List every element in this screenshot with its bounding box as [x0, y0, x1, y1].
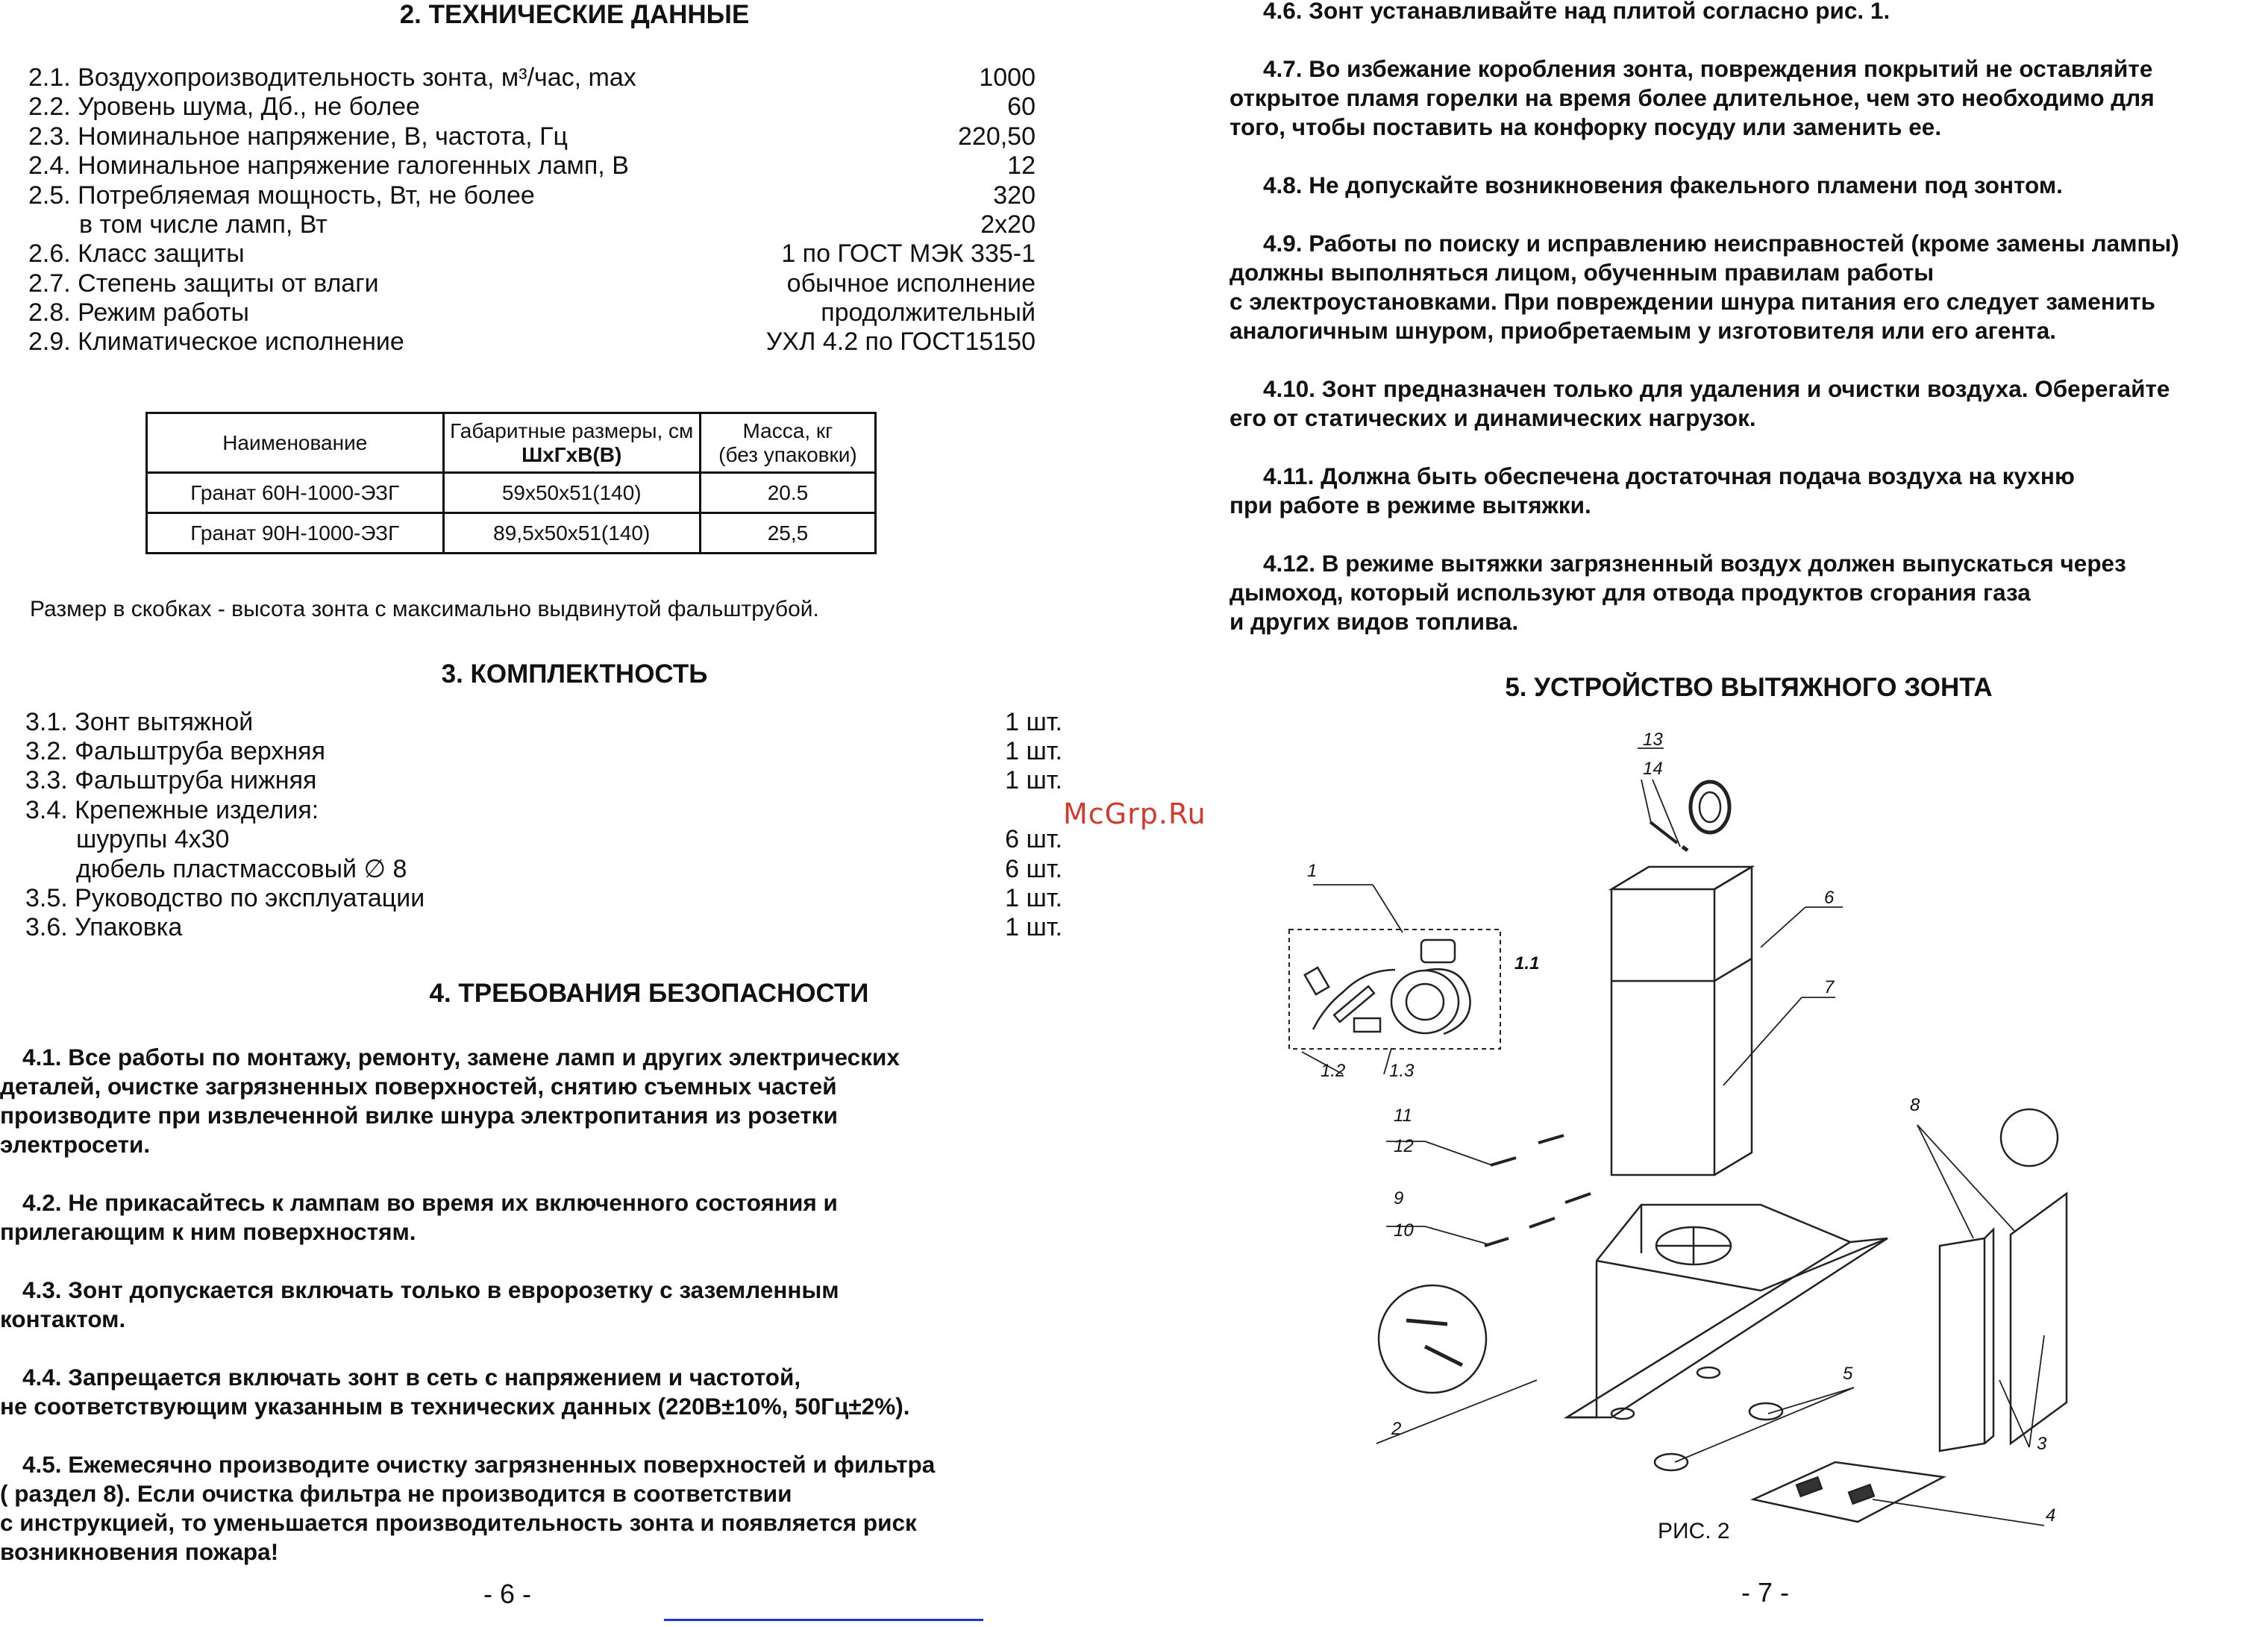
blower-motor-icon [1305, 940, 1470, 1034]
contents-value: 1 шт. [1005, 766, 1062, 794]
table-header-dims-sub: ШхГхВ(В) [521, 442, 622, 466]
tech-label: в том числе ламп, Вт [79, 210, 328, 239]
safety-4-4 [0, 1363, 909, 1421]
text-line: 4.9. Работы по поиску и исправлению неисправностей (кроме замены лампы) [1263, 230, 2179, 257]
label-8: 8 [1910, 1095, 1920, 1115]
tech-label: 2.2. Уровень шума, Дб., не более [28, 93, 420, 121]
table-cell-mass: 25,5 [700, 513, 875, 554]
tech-value: продолжительный [821, 298, 1036, 327]
text-line: аналогичным шнуром, приобретаемым у изготовителя или его агента. [1229, 317, 2057, 344]
text-line: 4.1. Все работы по монтажу, ремонту, замене ламп и других электрических [22, 1044, 900, 1070]
safety-4-12 [1229, 549, 2126, 636]
page-number-left: - 6 - [483, 1579, 532, 1609]
table-header-mass-label: Масса, кг [742, 418, 833, 442]
tech-row [28, 92, 1036, 122]
tech-label: 2.5. Потребляемая мощность, Вт, не более [28, 181, 535, 210]
safety-4-11 [1229, 462, 2075, 520]
label-1-2: 1.2 [1321, 1061, 1346, 1081]
contents-row [25, 883, 1062, 913]
contents-label: 3.1. Зонт вытяжной [25, 708, 254, 736]
table-row [147, 473, 876, 513]
text-line: того, чтобы поставить на конфорку посуду или заменить ее. [1229, 113, 1942, 140]
tech-label: 2.1. Воздухопроизводительность зонта, м³/час, max [28, 63, 636, 92]
label-4: 4 [2046, 1505, 2056, 1526]
label-13: 13 [1643, 730, 1663, 750]
safety-4-5 [0, 1450, 935, 1567]
table-cell-name: Гранат 60Н-1000-ЭЗГ [147, 473, 444, 513]
tech-row [28, 298, 1036, 327]
side-panels [1940, 1109, 2067, 1451]
contents-label: 3.3. Фальштруба нижняя [25, 766, 317, 794]
tech-label: 2.4. Номинальное напряжение галогенных ламп, В [28, 151, 629, 180]
page-number-right: - 7 - [1741, 1577, 1790, 1608]
table-cell-dims: 89,5х50х51(140) [443, 513, 700, 554]
tech-row [28, 327, 1036, 357]
table-header-name: Наименование [147, 413, 444, 473]
safety-4-7 [1229, 54, 2155, 142]
label-1: 1 [1307, 861, 1318, 881]
lamps [1655, 1403, 1782, 1470]
contents-row [25, 795, 1062, 825]
label-14: 14 [1643, 759, 1663, 779]
safety-4-1 [0, 1043, 900, 1159]
label-9: 9 [1394, 1188, 1404, 1209]
label-10: 10 [1394, 1220, 1414, 1241]
tech-label: 2.6. Класс защиты [28, 239, 245, 268]
text-line: производите при извлеченной вилке шнура электропитания из розетки [0, 1102, 838, 1129]
watermark: McGrp.Ru [1063, 797, 1206, 830]
contents-label: 3.5. Руководство по эксплуатации [25, 884, 425, 912]
contents-label: дюбель пластмассовый ∅ 8 [76, 855, 407, 883]
tech-row [28, 63, 1036, 93]
contents-row [25, 736, 1062, 766]
safety-4-6 [1229, 0, 1890, 25]
text-line: 4.8. Не допускайте возникновения факельного пламени под зонтом. [1263, 172, 2063, 198]
chimney-pipes [1611, 867, 1752, 1175]
table-row [147, 513, 876, 554]
text-line: открытое пламя горелки на время более длительное, чем это необходимо для [1229, 84, 2155, 111]
contents-row [76, 854, 1062, 884]
tech-label: 2.7. Степень защиты от влаги [28, 269, 379, 298]
table-header-mass [700, 413, 875, 473]
safety-4-8 [1229, 171, 2063, 200]
contents-value: 1 шт. [1005, 708, 1062, 736]
contents-value: 1 шт. [1005, 737, 1062, 765]
text-line: 4.10. Зонт предназначен только для удаления и очистки воздуха. Оберегайте [1263, 375, 2170, 402]
contents-row [25, 707, 1062, 737]
table-header-row [147, 413, 876, 473]
tech-value: 60 [1007, 93, 1036, 121]
text-line: 4.5. Ежемесячно производите очистку загрязненных поверхностей и фильтра [22, 1451, 936, 1478]
contents-label: 3.6. Упаковка [25, 913, 183, 941]
hood-body [1567, 1205, 1888, 1419]
section-3-title: 3. КОМПЛЕКТНОСТЬ [441, 659, 708, 689]
tech-label: 2.8. Режим работы [28, 298, 249, 327]
text-line: и других видов топлива. [1229, 608, 1519, 635]
contents-row [76, 824, 1062, 854]
label-5: 5 [1843, 1364, 1853, 1384]
tech-value: УХЛ 4.2 по ГОСТ15150 [765, 327, 1036, 356]
text-line: с электроустановками. При повреждении шнура питания его следует заменить [1229, 288, 2156, 315]
text-line: 4.12. В режиме вытяжки загрязненный воздух должен выпускаться через [1263, 550, 2126, 577]
label-7: 7 [1824, 977, 1835, 997]
text-line: 4.4. Запрещается включать зонт в сеть с напряжением и частотой, [22, 1364, 801, 1391]
label-11: 11 [1394, 1106, 1412, 1126]
label-1-3: 1.3 [1389, 1061, 1415, 1081]
contents-label: шурупы 4х30 [76, 825, 230, 853]
text-line: контактом. [0, 1305, 126, 1332]
contents-value: 1 шт. [1005, 913, 1062, 941]
text-line: его от статических и динамических нагрузок. [1229, 404, 1756, 431]
safety-4-3 [0, 1276, 839, 1334]
text-line: возникновения пожара! [0, 1538, 279, 1565]
grease-filter [1753, 1462, 1943, 1522]
text-line: с инструкцией, то уменьшается производительность зонта и появляется риск [0, 1509, 917, 1536]
dimensions-table [145, 412, 877, 554]
label-3: 3 [2037, 1434, 2047, 1454]
label-1-1: 1.1 [1514, 953, 1540, 974]
hood-exploded-diagram [1268, 724, 2268, 1559]
figure-caption: РИС. 2 [1658, 1519, 1730, 1543]
text-line: 4.3. Зонт допускается включать только в евророзетку с заземленным [22, 1276, 839, 1303]
tech-row [28, 269, 1036, 298]
contents-row [25, 765, 1062, 795]
tech-row [79, 210, 1036, 239]
label-2: 2 [1391, 1419, 1402, 1439]
tech-value: обычное исполнение [786, 269, 1036, 298]
text-line: электросети. [0, 1131, 151, 1158]
contents-label: 3.2. Фальштруба верхняя [25, 737, 325, 765]
screws [1485, 1135, 1591, 1246]
contents-value: 6 шт. [1005, 825, 1062, 853]
mounting-bracket [1650, 782, 1729, 850]
label-12: 12 [1394, 1136, 1414, 1156]
text-line: не соответствующим указанным в технических данных (220В±10%, 50Гц±2%). [0, 1393, 910, 1420]
contents-label: 3.4. Крепежные изделия: [25, 796, 319, 824]
contents-value: 6 шт. [1005, 855, 1062, 883]
tech-row [28, 151, 1036, 181]
text-line: 4.2. Не прикасайтесь к лампам во время их включенного состояния и [22, 1189, 838, 1216]
safety-4-9 [1229, 229, 2179, 345]
text-line: прилегающим к ним поверхностям. [0, 1218, 416, 1245]
contents-row [25, 912, 1062, 942]
table-header-dims-label: Габаритные размеры, см [450, 418, 694, 442]
text-line: 4.11. Должна быть обеспечена достаточная подача воздуха на кухню [1263, 463, 2075, 489]
table-header-dims [443, 413, 700, 473]
table-cell-dims: 59х50х51(140) [443, 473, 700, 513]
tech-value: 2х20 [980, 210, 1036, 239]
table-header-mass-sub: (без упаковки) [718, 442, 857, 466]
footer-rule [664, 1619, 983, 1621]
text-line: деталей, очистке загрязненных поверхностей, снятию съемных частей [0, 1073, 837, 1100]
tech-row [28, 122, 1036, 151]
contents-value: 1 шт. [1005, 884, 1062, 912]
section-2-title: 2. ТЕХНИЧЕСКИЕ ДАННЫЕ [399, 0, 750, 29]
label-6: 6 [1824, 888, 1835, 908]
section-5-title: 5. УСТРОЙСТВО ВЫТЯЖНОГО ЗОНТА [1505, 673, 1993, 702]
safety-4-2 [0, 1188, 838, 1247]
tech-label: 2.3. Номинальное напряжение, В, частота, Гц [28, 122, 568, 151]
tech-value: 12 [1007, 151, 1036, 180]
text-line: 4.7. Во избежание коробления зонта, повреждения покрытий не оставляйте [1263, 55, 2153, 82]
screw-detail [1379, 1285, 1486, 1393]
text-line: ( раздел 8). Если очистка фильтра не производится в соответствии [0, 1480, 792, 1507]
text-line: дымоход, который используют для отвода продуктов сгорания газа [1229, 579, 2031, 606]
text-line: 4.6. Зонт устанавливайте над плитой согласно рис. 1. [1263, 0, 1890, 24]
tech-value: 320 [993, 181, 1036, 210]
safety-4-10 [1229, 374, 2170, 433]
dimensions-note: Размер в скобках - высота зонта с максимально выдвинутой фальштрубой. [30, 597, 819, 621]
tech-value: 1 по ГОСТ МЭК 335-1 [781, 239, 1036, 268]
tech-label: 2.9. Климатическое исполнение [28, 327, 404, 356]
table-cell-name: Гранат 90Н-1000-ЭЗГ [147, 513, 444, 554]
tech-value: 1000 [979, 63, 1036, 92]
tech-row [28, 181, 1036, 210]
text-line: при работе в режиме вытяжки. [1229, 492, 1591, 518]
tech-value: 220,50 [958, 122, 1036, 151]
tech-row [28, 239, 1036, 269]
table-cell-mass: 20.5 [700, 473, 875, 513]
text-line: должны выполняться лицом, обученным правилам работы [1229, 259, 1935, 286]
section-4-title: 4. ТРЕБОВАНИЯ БЕЗОПАСНОСТИ [429, 979, 869, 1008]
